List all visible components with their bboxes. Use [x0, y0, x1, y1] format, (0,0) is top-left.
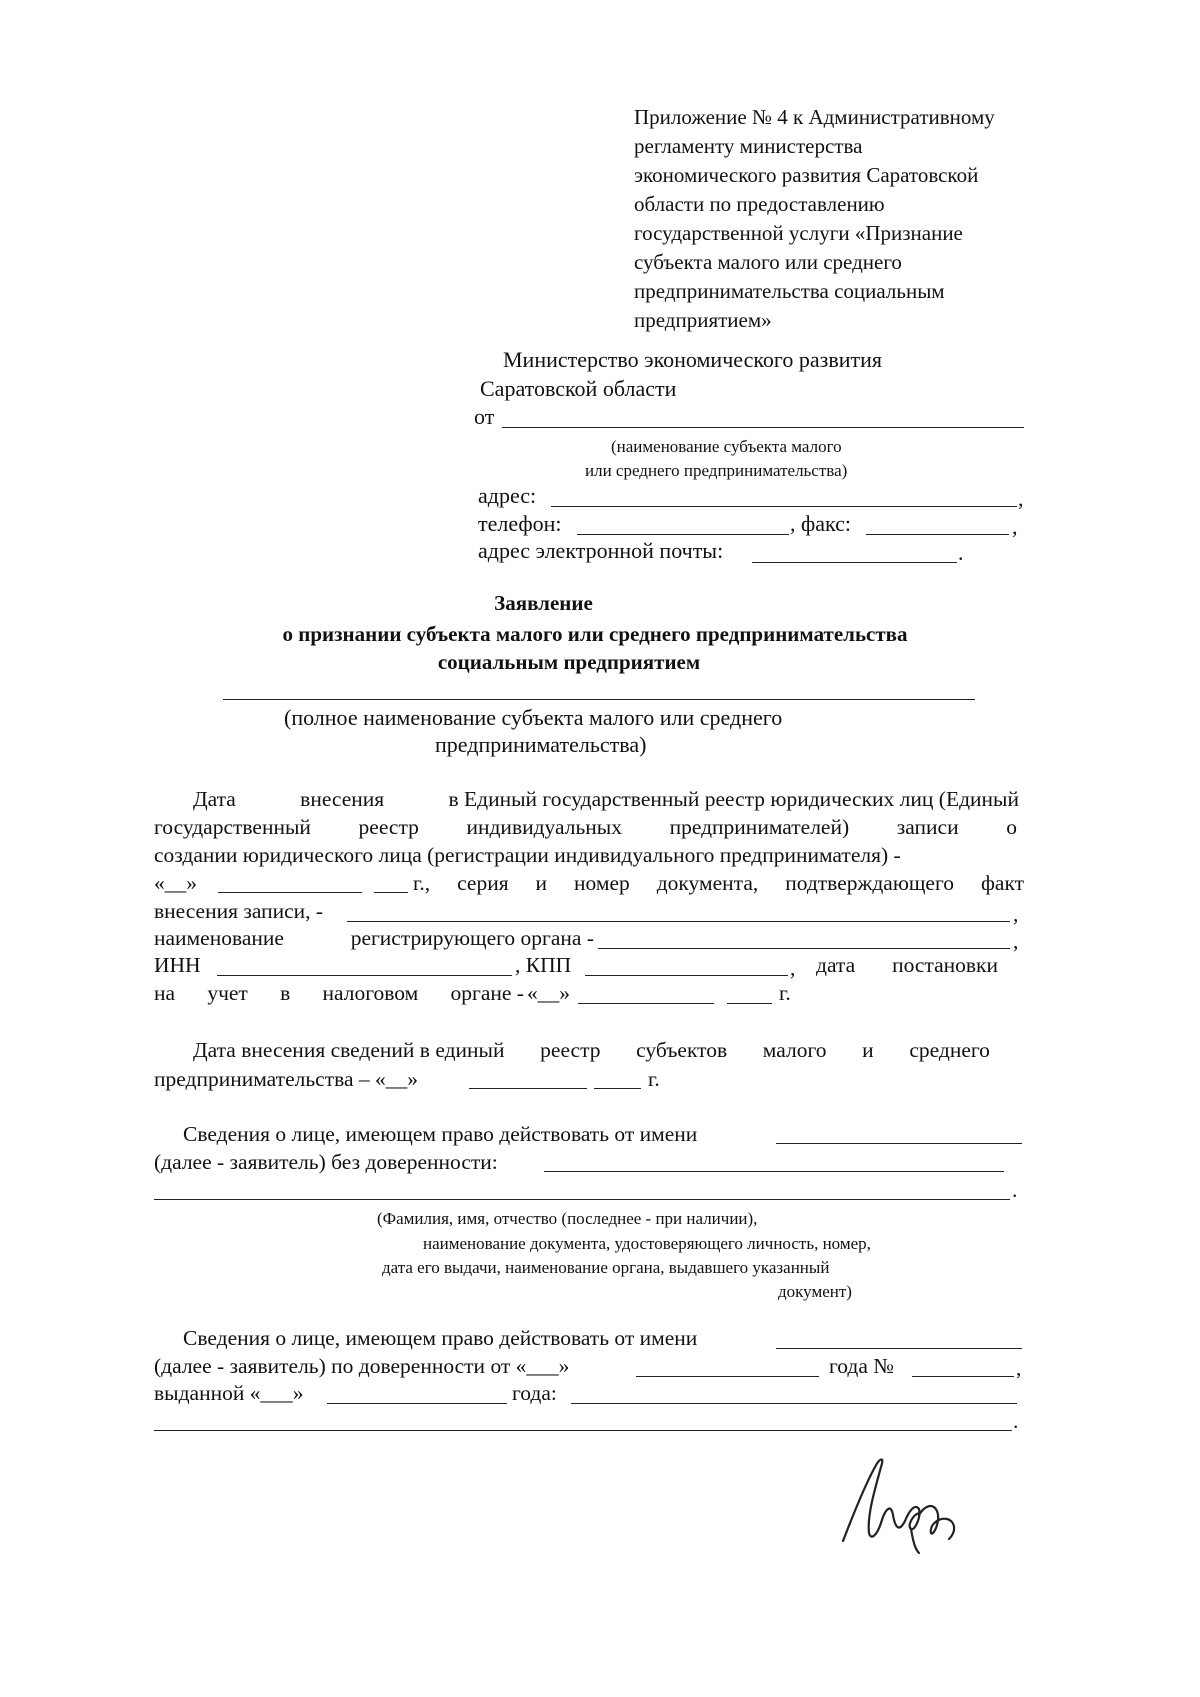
registry-date-month-field[interactable]	[218, 892, 362, 893]
fax-label: , факс:	[790, 511, 852, 536]
email-field[interactable]	[752, 562, 957, 563]
title-line-2: о признании субъекта малого или среднего предпринимательства	[282, 622, 908, 646]
rep2-details-field-2[interactable]	[154, 1430, 1012, 1431]
registry-line-1	[193, 787, 1019, 812]
inn-field[interactable]	[217, 975, 512, 976]
registry-line-7-tail	[816, 953, 998, 978]
registry-line-2	[154, 815, 1017, 840]
msp-word: среднего	[909, 1038, 990, 1062]
from-field[interactable]	[502, 427, 1024, 428]
registry-line-5: внесения записи, -	[154, 899, 324, 923]
issued-date-field[interactable]	[327, 1403, 507, 1404]
registry-word: индивидуальных	[466, 815, 622, 839]
rep1-line-1: Сведения о лице, имеющем право действовать от имени	[183, 1122, 698, 1146]
registry-word: о	[1006, 815, 1017, 839]
registry-word: государственный	[154, 815, 311, 839]
tax-date-year-field[interactable]	[727, 1003, 772, 1004]
registry-line-8	[154, 981, 524, 1006]
registry-record-field[interactable]	[347, 921, 1010, 922]
registry-word: дата	[816, 953, 856, 977]
annex-line: субъекта малого или среднего	[634, 250, 902, 274]
subject-name-field[interactable]	[223, 699, 975, 700]
rep2-line-3: выданной «___»	[154, 1381, 304, 1405]
registry-word: на	[154, 981, 176, 1005]
poa-number-label: года №	[829, 1354, 894, 1378]
kpp-field[interactable]	[585, 975, 788, 976]
annex-block	[634, 103, 995, 335]
registry-quote-date: «__»	[154, 871, 197, 895]
annex-line: предпринимательства социальным	[634, 279, 945, 303]
annex-line: области по предоставлению	[634, 192, 885, 216]
title-line-3: социальным предприятием	[437, 650, 701, 674]
rep2-on-behalf-field[interactable]	[776, 1348, 1022, 1349]
rep1-details-field[interactable]	[544, 1171, 1004, 1172]
email-dot: .	[958, 540, 964, 565]
registry-line-6	[154, 926, 594, 951]
rep1-line-2: (далее - заявитель) без доверенности:	[154, 1150, 498, 1174]
rep1-caption-4: документ)	[778, 1282, 852, 1301]
registry-word: органе -	[450, 981, 524, 1005]
rep1-details-field-2[interactable]	[154, 1199, 1010, 1200]
registry-date-year-field[interactable]	[374, 892, 408, 893]
rep1-dot: .	[1012, 1178, 1018, 1202]
phone-field[interactable]	[577, 534, 789, 535]
tax-date-month-field[interactable]	[578, 1003, 714, 1004]
msp-word: и	[862, 1038, 874, 1062]
fax-field[interactable]	[866, 534, 1009, 535]
inn-label: ИНН	[154, 953, 201, 977]
registry-word: внесения	[300, 787, 385, 811]
address-comma: ,	[1018, 486, 1024, 511]
registry-word: регистрирующего органа -	[350, 926, 594, 950]
annex-line: регламенту министерства	[634, 134, 863, 158]
subject-caption-1: (полное наименование субъекта малого или среднего	[284, 705, 783, 730]
rep1-on-behalf-field[interactable]	[776, 1143, 1022, 1144]
registry-word: в	[280, 981, 291, 1005]
msp-word: Дата внесения сведений в единый	[193, 1038, 505, 1062]
registry-word: реестр	[358, 815, 419, 839]
registry-word: в Единый государственный реестр юридических лиц (Единый	[448, 787, 1019, 811]
registry-comma-2: ,	[1013, 929, 1019, 953]
addressee-line-1: Министерство экономического развития	[503, 347, 883, 372]
msp-date-year-field[interactable]	[594, 1088, 641, 1089]
registry-word: записи	[896, 815, 959, 839]
registrar-field[interactable]	[598, 948, 1010, 949]
issued-year-label: года:	[512, 1381, 557, 1405]
registry-word: учет	[207, 981, 248, 1005]
from-caption-2: или среднего предпринимательства)	[585, 461, 848, 480]
poa-number-field[interactable]	[912, 1376, 1014, 1377]
registry-word: наименование	[154, 926, 284, 950]
registry-word: предпринимателей)	[669, 815, 850, 839]
msp-year-suffix: г.	[648, 1067, 660, 1091]
rep2-dot: .	[1013, 1409, 1019, 1433]
registry-comma-1: ,	[1013, 902, 1019, 926]
title-line-1: Заявление	[494, 591, 593, 615]
address-label: адрес:	[478, 483, 537, 508]
msp-date-month-field[interactable]	[469, 1088, 587, 1089]
registry-word: постановки	[892, 953, 998, 977]
poa-date-field[interactable]	[636, 1376, 819, 1377]
from-caption-1: (наименование субъекта малого	[611, 437, 842, 456]
address-field[interactable]	[551, 506, 1017, 507]
addressee-line-2: Саратовской области	[480, 376, 677, 401]
registry-line-4: г., серия и номер документа, подтверждающего факт	[413, 871, 1024, 895]
annex-line: Приложение № 4 к Административному	[634, 105, 995, 129]
registry-word: налоговом	[322, 981, 419, 1005]
registry-word: Дата	[193, 787, 236, 811]
rep1-caption-1: (Фамилия, имя, отчество (последнее - при наличии),	[377, 1209, 758, 1228]
handwritten-signature	[815, 1445, 975, 1555]
annex-line: государственной услуги «Признание	[634, 221, 963, 245]
msp-line-1	[193, 1038, 990, 1063]
rep1-caption-2: наименование документа, удостоверяющего личность, номер,	[423, 1234, 871, 1253]
from-label: от	[474, 404, 495, 429]
rep2-line-1: Сведения о лице, имеющем право действовать от имени	[183, 1326, 698, 1350]
poa-comma: ,	[1016, 1356, 1022, 1380]
tax-quote-date: «__»	[527, 981, 570, 1005]
kpp-comma: ,	[790, 956, 796, 980]
msp-line-2: предпринимательства – «__»	[154, 1067, 418, 1091]
msp-word: реестр	[540, 1038, 601, 1062]
annex-line: экономического развития Саратовской	[634, 163, 979, 187]
fax-comma: ,	[1012, 514, 1018, 539]
rep1-caption-3: дата его выдачи, наименование органа, выдавшего указанный	[382, 1258, 830, 1277]
registry-line-3: создании юридического лица (регистрации индивидуального предпринимателя) -	[154, 843, 901, 867]
rep2-line-2: (далее - заявитель) по доверенности от «___»	[154, 1354, 570, 1378]
issued-by-field[interactable]	[571, 1403, 1017, 1404]
phone-label: телефон:	[478, 511, 562, 536]
email-label: адрес электронной почты:	[478, 538, 724, 563]
msp-word: малого	[762, 1038, 827, 1062]
tax-year-suffix: г.	[779, 981, 791, 1005]
kpp-label: , КПП	[515, 953, 572, 977]
subject-caption-2: предпринимательства)	[435, 732, 647, 757]
msp-word: субъектов	[636, 1038, 728, 1062]
annex-line: предприятием»	[634, 308, 772, 332]
